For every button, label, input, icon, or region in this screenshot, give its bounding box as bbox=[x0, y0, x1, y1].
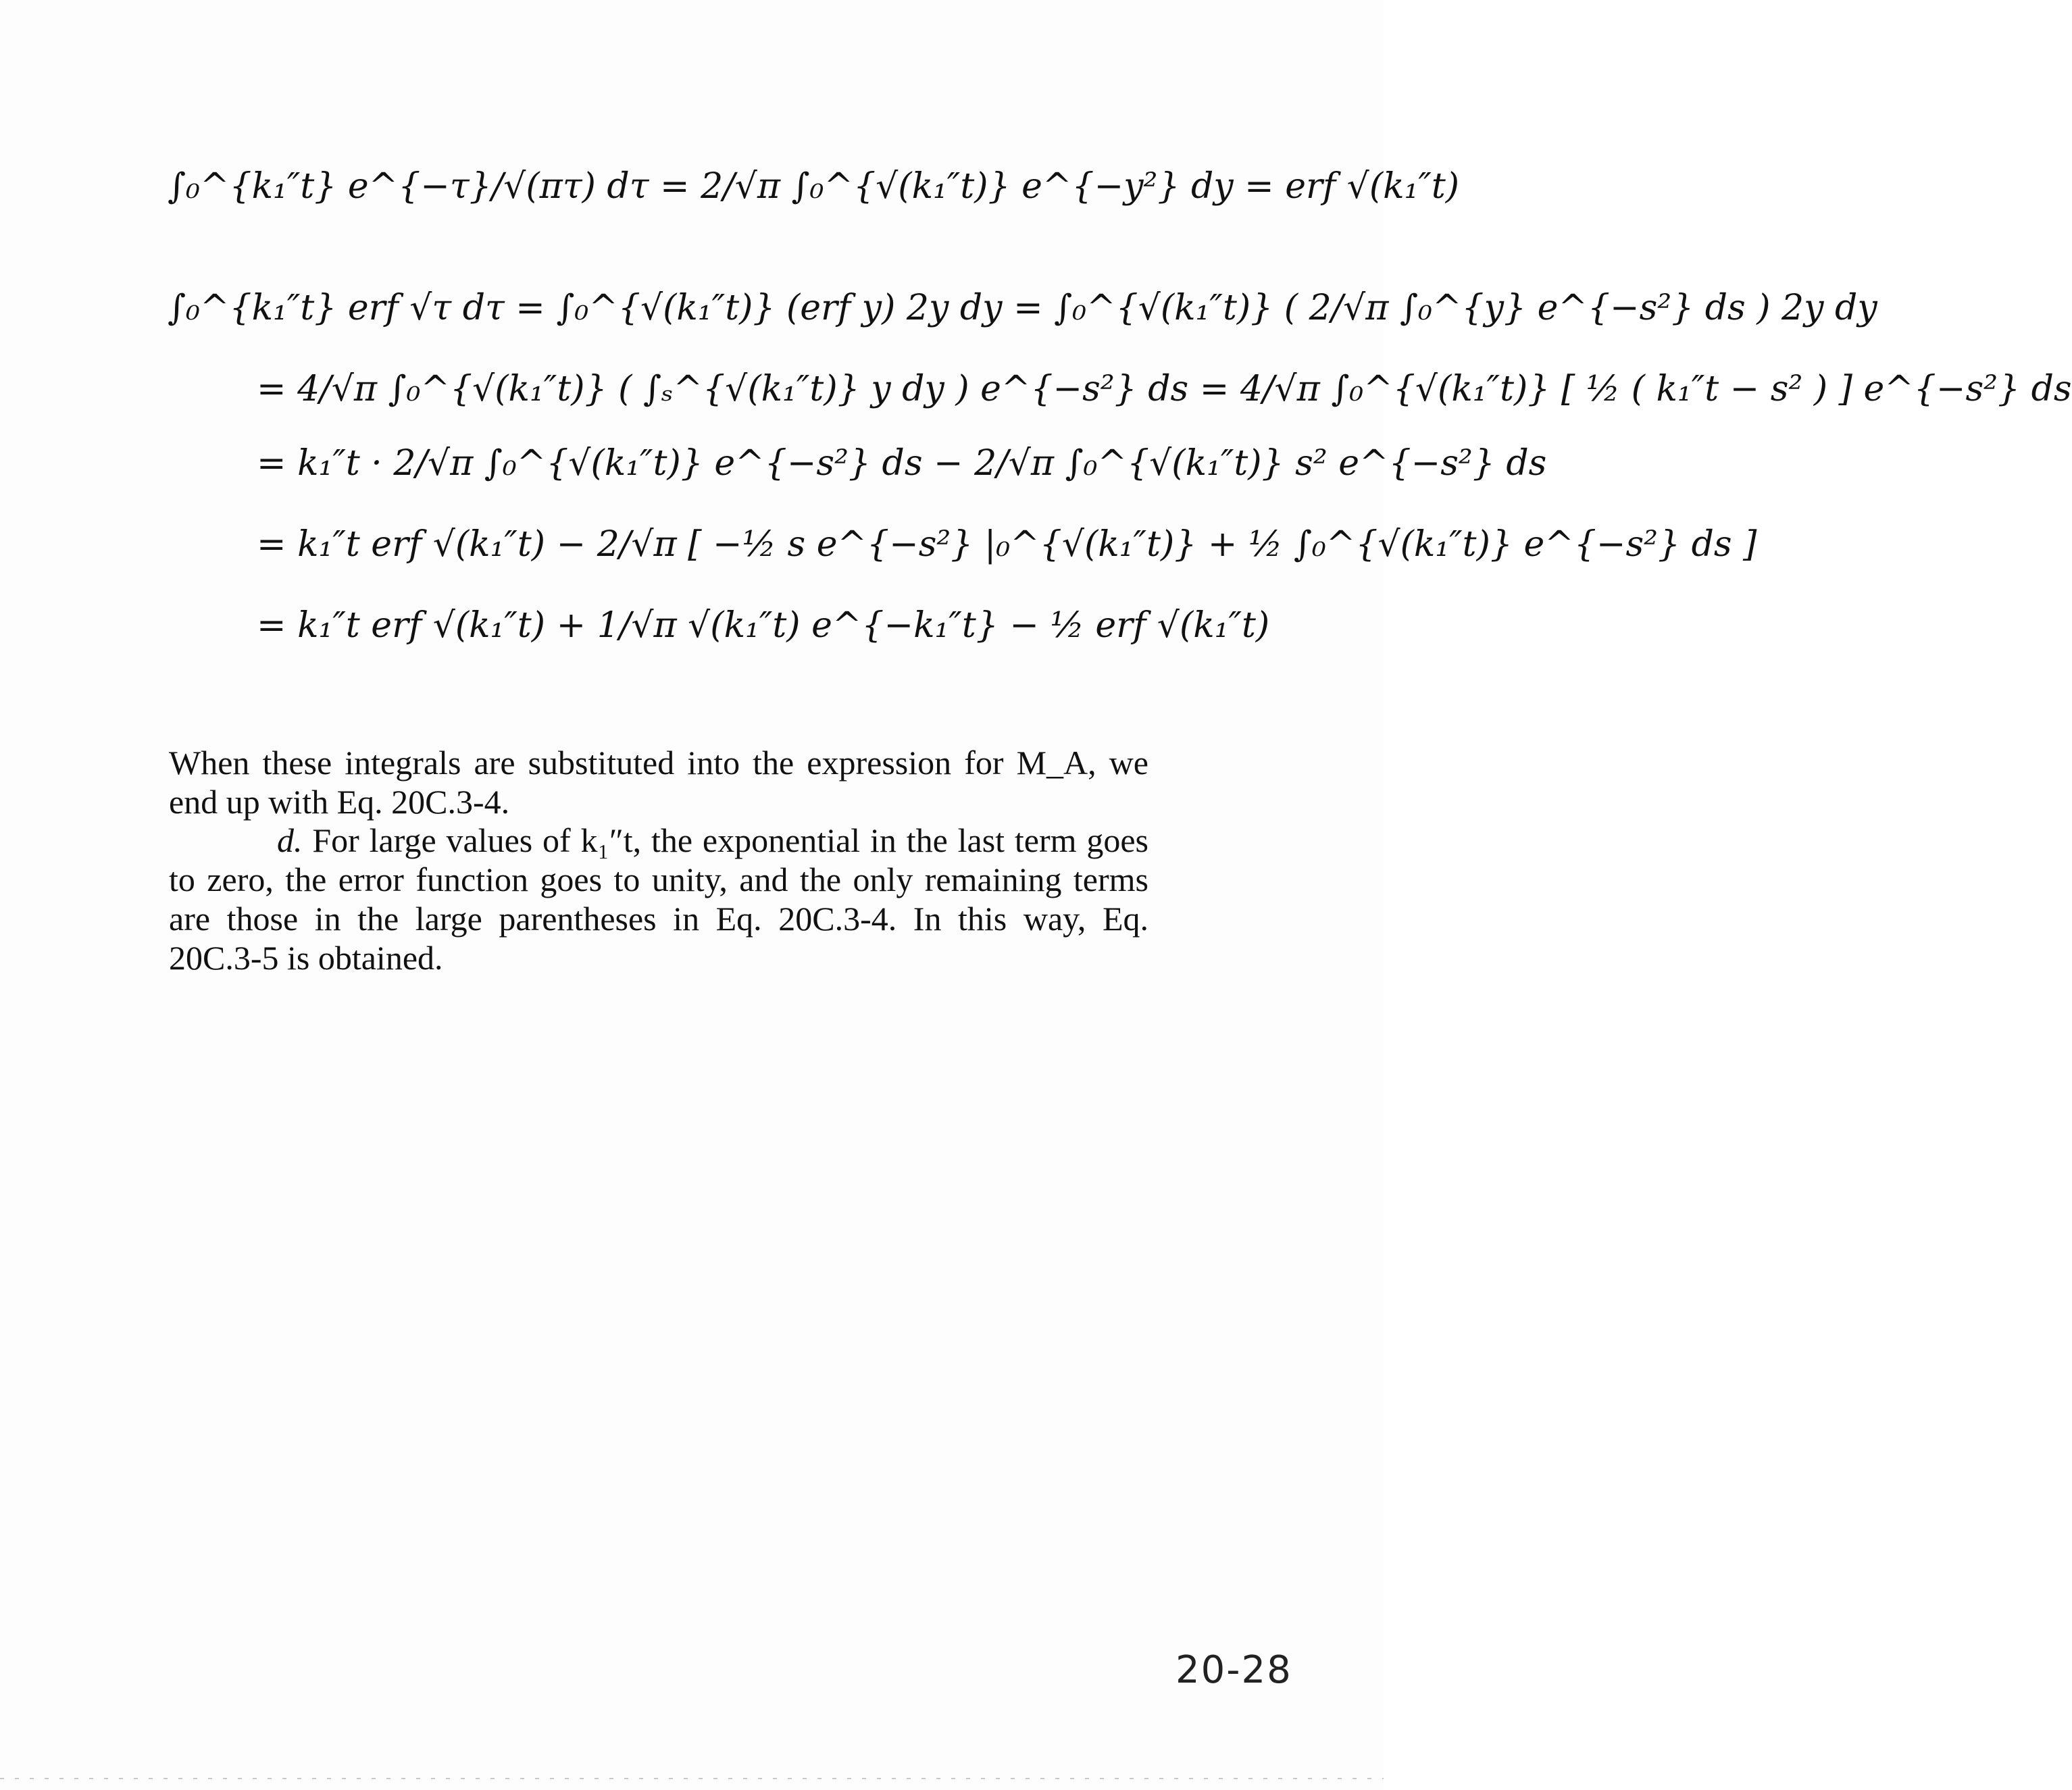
page-number: 20-28 bbox=[1176, 1648, 1292, 1692]
paragraph-large-values bbox=[169, 821, 1148, 977]
equation-line-6: = k₁″t erf √(k₁″t) + 1/√π √(k₁″t) e^{−k₁″t} − ½ erf √(k₁″t) bbox=[257, 605, 1270, 646]
paragraph-large-values-text: For large values of k₁″t, the exponential in the last term goes to zero, the error function goes to unity, and the only remaining terms are those in the large parentheses in Eq. 20C.3-4. In this way, Eq. 20C.3-5 is obtained. bbox=[169, 821, 1149, 977]
equation-line-1: ∫₀^{k₁″t} e^{−τ}/√(πτ) dτ = 2/√π ∫₀^{√(k₁″t)} e^{−y²} dy = erf √(k₁″t) bbox=[168, 166, 1460, 207]
equation-line-2: ∫₀^{k₁″t} erf √τ dτ = ∫₀^{√(k₁″t)} (erf y) 2y dy = ∫₀^{√(k₁″t)} ( 2/√π ∫₀^{y} e^{−s²} ds ) 2y dy bbox=[168, 288, 1877, 328]
equation-line-3: = 4/√π ∫₀^{√(k₁″t)} ( ∫ₛ^{√(k₁″t)} y dy ) e^{−s²} ds = 4/√π ∫₀^{√(k₁″t)} [ ½ ( k₁″t − s² ) ] e^{−s²} ds bbox=[257, 369, 2072, 409]
equation-line-5: = k₁″t erf √(k₁″t) − 2/√π [ −½ s e^{−s²} |₀^{√(k₁″t)} + ½ ∫₀^{√(k₁″t)} e^{−s²} ds ] bbox=[257, 524, 1757, 565]
part-label: d. bbox=[277, 821, 303, 859]
paragraph-substitution: When these integrals are substituted into the expression for M_A, we end up with Eq. 20C.3-4. bbox=[169, 744, 1148, 821]
scan-edge-artifact bbox=[0, 1778, 1384, 1779]
equation-line-4: = k₁″t · 2/√π ∫₀^{√(k₁″t)} e^{−s²} ds − 2/√π ∫₀^{√(k₁″t)} s² e^{−s²} ds bbox=[257, 443, 1547, 484]
